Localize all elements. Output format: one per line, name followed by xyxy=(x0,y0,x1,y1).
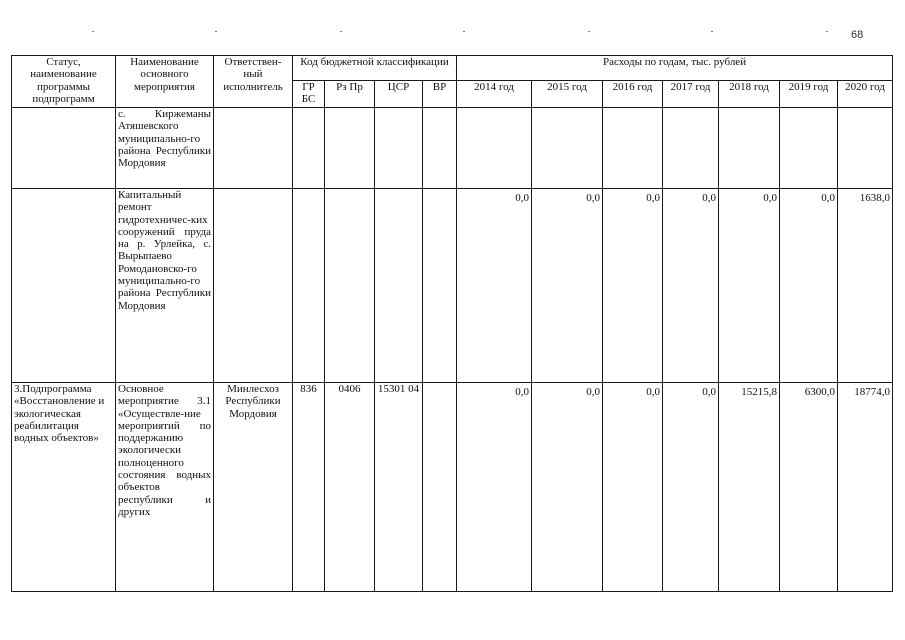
header-expenses: Расходы по годам, тыс. рублей xyxy=(457,56,893,81)
rzpr-cell: 0406 xyxy=(325,383,375,592)
value-2019 xyxy=(780,108,838,189)
value-2019: 6300,0 xyxy=(780,383,838,592)
header-grbs: ГР БС xyxy=(293,81,325,108)
page-number: 68 xyxy=(851,29,864,41)
scan-dot xyxy=(215,31,217,32)
value-2014: 0,0 xyxy=(457,383,532,592)
executor-cell: Минлесхоз Республики Мордовия xyxy=(214,383,293,592)
scan-dot xyxy=(588,31,590,32)
value-2015 xyxy=(532,108,603,189)
measure-cell: Основное мероприятие 3.1 «Осуществле-ние мероприятий по поддержанию экологически полноценного состояния водных объектов республики и других xyxy=(116,383,214,592)
value-2020: 18774,0 xyxy=(838,383,893,592)
value-2019: 0,0 xyxy=(780,189,838,383)
value-2016: 0,0 xyxy=(603,189,663,383)
header-year-2020: 2020 год xyxy=(838,81,893,108)
header-year-2017: 2017 год xyxy=(663,81,719,108)
grbs-cell: 836 xyxy=(293,383,325,592)
value-2018: 15215,8 xyxy=(719,383,780,592)
table-row xyxy=(12,108,893,189)
scan-dot xyxy=(826,31,828,32)
budget-table xyxy=(11,55,893,592)
value-2016 xyxy=(603,108,663,189)
header-measure: Наименование основного мероприятия xyxy=(116,56,214,108)
header-executor: Ответствен-ный исполнитель xyxy=(214,56,293,108)
rzpr-cell xyxy=(325,189,375,383)
value-2017 xyxy=(663,108,719,189)
status-cell: 3.Подпрограмма «Восстановление и экологическая реабилитация водных объектов» xyxy=(12,383,116,592)
scan-dot xyxy=(463,31,465,32)
value-2018 xyxy=(719,108,780,189)
header-budget-code: Код бюджетной классификации xyxy=(293,56,457,81)
executor-cell xyxy=(214,108,293,189)
executor-cell xyxy=(214,189,293,383)
grbs-cell xyxy=(293,108,325,189)
header-year-2019: 2019 год xyxy=(780,81,838,108)
csr-cell: 15301 04 xyxy=(375,383,423,592)
header-status: Статус, наименование программы подпрограмм xyxy=(12,56,116,108)
vr-cell xyxy=(423,189,457,383)
value-2020: 1638,0 xyxy=(838,189,893,383)
table-row xyxy=(12,383,893,592)
header-year-2014: 2014 год xyxy=(457,81,532,108)
header-rzpr: Рз Пр xyxy=(325,81,375,108)
header-year-2018: 2018 год xyxy=(719,81,780,108)
status-cell xyxy=(12,108,116,189)
scan-dot xyxy=(340,31,342,32)
value-2017: 0,0 xyxy=(663,383,719,592)
rzpr-cell xyxy=(325,108,375,189)
value-2016: 0,0 xyxy=(603,383,663,592)
header-csr: ЦСР xyxy=(375,81,423,108)
value-2015: 0,0 xyxy=(532,383,603,592)
value-2020 xyxy=(838,108,893,189)
scan-dot xyxy=(92,31,94,32)
header-row xyxy=(12,56,893,81)
csr-cell xyxy=(375,189,423,383)
status-cell xyxy=(12,189,116,383)
value-2018: 0,0 xyxy=(719,189,780,383)
header-year-2016: 2016 год xyxy=(603,81,663,108)
vr-cell xyxy=(423,383,457,592)
header-vr: ВР xyxy=(423,81,457,108)
value-2015: 0,0 xyxy=(532,189,603,383)
value-2014: 0,0 xyxy=(457,189,532,383)
csr-cell xyxy=(375,108,423,189)
value-2017: 0,0 xyxy=(663,189,719,383)
table-row xyxy=(12,189,893,383)
value-2014 xyxy=(457,108,532,189)
vr-cell xyxy=(423,108,457,189)
measure-cell: Капитальный ремонт гидротехничес-ких сооружений пруда на р. Урлейка, с. Вырыпаево Ромодановско-го муниципально-го района Республики Мордовия xyxy=(116,189,214,383)
grbs-cell xyxy=(293,189,325,383)
header-year-2015: 2015 год xyxy=(532,81,603,108)
measure-cell: с. Киржеманы Атяшевского муниципально-го района Республики Мордовия xyxy=(116,108,214,189)
scan-dot xyxy=(711,31,713,32)
